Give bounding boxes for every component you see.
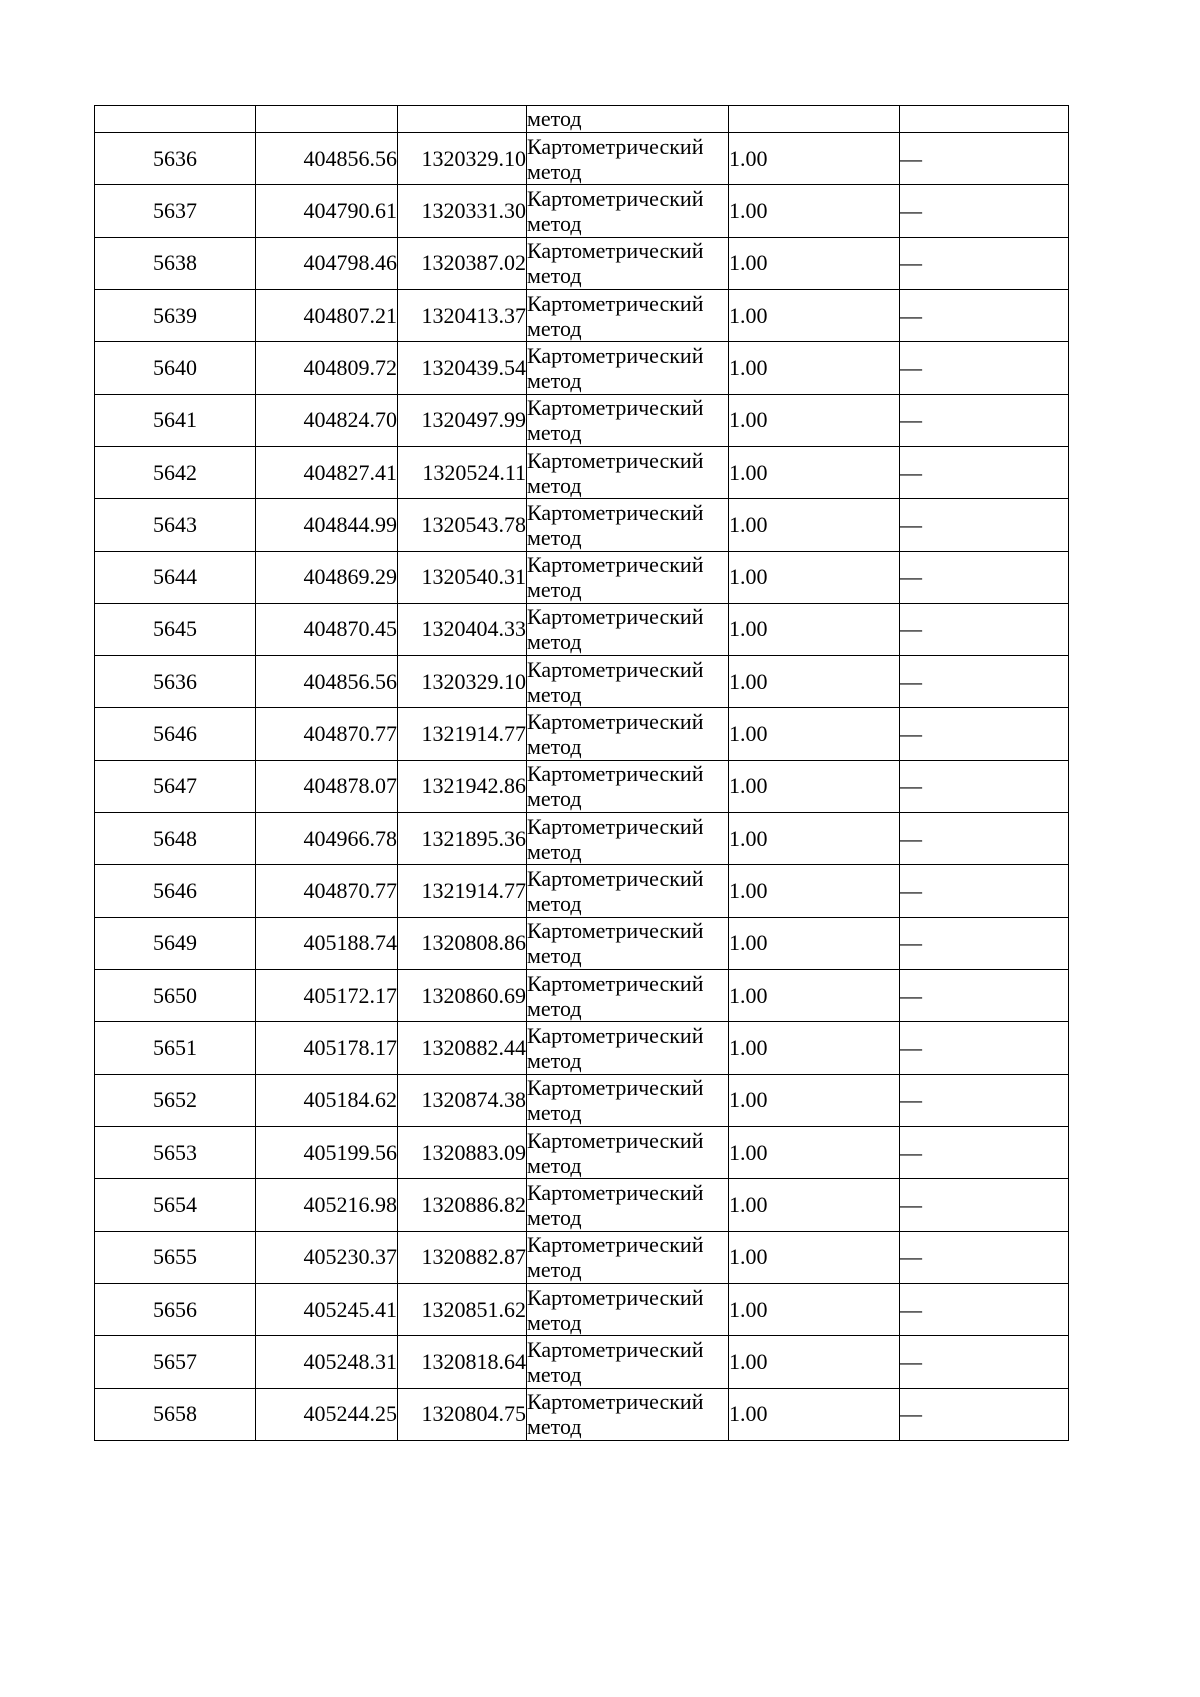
- method-line: метод: [527, 1047, 582, 1073]
- coordinate-1-cell: 404870.77: [256, 865, 398, 917]
- coordinate-2-cell: 1320860.69: [398, 970, 527, 1022]
- value-cell: 1.00: [729, 1388, 900, 1440]
- table-body: [95, 106, 1069, 1441]
- coordinate-2-cell: 1320329.10: [398, 656, 527, 708]
- method-line: метод: [527, 838, 582, 864]
- table-row: [95, 1388, 1069, 1440]
- dash-cell: [900, 106, 1069, 133]
- value-cell: 1.00: [729, 1231, 900, 1283]
- coordinate-2-cell: 1320883.09: [398, 1126, 527, 1178]
- point-number-cell: 5648: [95, 813, 256, 865]
- table-row: [95, 813, 1069, 865]
- coordinate-1-cell: 404966.78: [256, 813, 398, 865]
- method-cell: [527, 1074, 729, 1126]
- coordinate-1-cell: 405184.62: [256, 1074, 398, 1126]
- method-line: Картометрический: [527, 1022, 704, 1048]
- coordinate-1-cell: 405178.17: [256, 1022, 398, 1074]
- method-line: метод: [527, 786, 582, 812]
- method-line: метод: [527, 891, 582, 917]
- dash-cell: —: [900, 865, 1069, 917]
- point-number-cell: 5637: [95, 185, 256, 237]
- coordinate-2-cell: 1320543.78: [398, 499, 527, 551]
- table-row: [95, 289, 1069, 341]
- coordinate-2-cell: 1320413.37: [398, 289, 527, 341]
- point-number-cell: 5643: [95, 499, 256, 551]
- coordinate-1-cell: 405172.17: [256, 970, 398, 1022]
- coordinate-2-cell: 1320882.87: [398, 1231, 527, 1283]
- coordinate-1-cell: 405216.98: [256, 1179, 398, 1231]
- method-line: Картометрический: [527, 185, 704, 211]
- method-line: Картометрический: [527, 290, 704, 316]
- table-row: [95, 1022, 1069, 1074]
- dash-cell: —: [900, 1074, 1069, 1126]
- dash-cell: —: [900, 551, 1069, 603]
- method-line: Картометрический: [527, 499, 704, 525]
- table-row: [95, 1179, 1069, 1231]
- table-row: [95, 708, 1069, 760]
- method-cell: [527, 342, 729, 394]
- method-cell: [527, 1283, 729, 1335]
- value-cell: 1.00: [729, 1022, 900, 1074]
- value-cell: 1.00: [729, 499, 900, 551]
- value-cell: 1.00: [729, 185, 900, 237]
- coordinate-2-cell: 1320404.33: [398, 603, 527, 655]
- method-cell: [527, 1022, 729, 1074]
- method-line: Картометрический: [527, 604, 704, 630]
- value-cell: 1.00: [729, 133, 900, 185]
- dash-cell: —: [900, 289, 1069, 341]
- table-row: [95, 1126, 1069, 1178]
- value-cell: 1.00: [729, 446, 900, 498]
- value-cell: 1.00: [729, 917, 900, 969]
- method-cell: [527, 394, 729, 446]
- table-row: [95, 342, 1069, 394]
- value-cell: 1.00: [729, 394, 900, 446]
- coordinate-1-cell: 404844.99: [256, 499, 398, 551]
- point-number-cell: 5653: [95, 1126, 256, 1178]
- method-line: Картометрический: [527, 813, 704, 839]
- coordinate-1-cell: 404798.46: [256, 237, 398, 289]
- point-number-cell: 5640: [95, 342, 256, 394]
- method-line: метод: [527, 524, 582, 550]
- coordinate-2-cell: 1321942.86: [398, 760, 527, 812]
- method-cell: [527, 656, 729, 708]
- point-number-cell: 5656: [95, 1283, 256, 1335]
- table-row: [95, 1336, 1069, 1388]
- method-line: Картометрический: [527, 1232, 704, 1258]
- method-cell: [527, 1388, 729, 1440]
- coordinate-2-cell: 1321914.77: [398, 865, 527, 917]
- dash-cell: —: [900, 1336, 1069, 1388]
- table-row: [95, 656, 1069, 708]
- point-number-cell: 5644: [95, 551, 256, 603]
- method-cell: [527, 551, 729, 603]
- method-cell: [527, 603, 729, 655]
- coordinate-2-cell: 1320540.31: [398, 551, 527, 603]
- method-line: Картометрический: [527, 1127, 704, 1153]
- value-cell: 1.00: [729, 551, 900, 603]
- method-cell: [527, 499, 729, 551]
- dash-cell: —: [900, 342, 1069, 394]
- dash-cell: —: [900, 1022, 1069, 1074]
- method-line: метод: [527, 734, 582, 760]
- coordinate-2-cell: 1321895.36: [398, 813, 527, 865]
- coordinate-1-cell: 405230.37: [256, 1231, 398, 1283]
- point-number-cell: 5646: [95, 865, 256, 917]
- method-line: метод: [527, 472, 582, 498]
- method-line: Картометрический: [527, 342, 704, 368]
- method-line: Картометрический: [527, 656, 704, 682]
- table-row: [95, 1283, 1069, 1335]
- method-cell: [527, 1179, 729, 1231]
- value-cell: 1.00: [729, 289, 900, 341]
- point-number-cell: 5645: [95, 603, 256, 655]
- point-number-cell: 5639: [95, 289, 256, 341]
- coordinate-1-cell: 405244.25: [256, 1388, 398, 1440]
- table-row: [95, 446, 1069, 498]
- value-cell: 1.00: [729, 760, 900, 812]
- coordinate-2-cell: 1320329.10: [398, 133, 527, 185]
- coordinate-2-cell: 1320808.86: [398, 917, 527, 969]
- dash-cell: —: [900, 237, 1069, 289]
- coordinate-2-cell: [398, 106, 527, 133]
- method-cell: [527, 185, 729, 237]
- dash-cell: —: [900, 185, 1069, 237]
- method-line: метод: [527, 1100, 582, 1126]
- method-cell: [527, 106, 729, 133]
- table-row: [95, 551, 1069, 603]
- coordinate-1-cell: 405188.74: [256, 917, 398, 969]
- value-cell: 1.00: [729, 656, 900, 708]
- coordinate-1-cell: 404878.07: [256, 760, 398, 812]
- method-line: метод: [527, 1414, 582, 1440]
- coordinate-1-cell: 404790.61: [256, 185, 398, 237]
- coordinate-2-cell: 1320882.44: [398, 1022, 527, 1074]
- coordinate-2-cell: 1321914.77: [398, 708, 527, 760]
- value-cell: 1.00: [729, 813, 900, 865]
- method-cell: [527, 865, 729, 917]
- table-row: [95, 760, 1069, 812]
- coordinate-1-cell: 404870.45: [256, 603, 398, 655]
- dash-cell: —: [900, 1283, 1069, 1335]
- value-cell: 1.00: [729, 1283, 900, 1335]
- method-line: метод: [527, 1361, 582, 1387]
- dash-cell: —: [900, 708, 1069, 760]
- method-line: метод: [527, 1204, 582, 1230]
- dash-cell: —: [900, 813, 1069, 865]
- coordinate-1-cell: 405199.56: [256, 1126, 398, 1178]
- coordinate-2-cell: 1320886.82: [398, 1179, 527, 1231]
- dash-cell: —: [900, 1179, 1069, 1231]
- dash-cell: —: [900, 1388, 1069, 1440]
- coordinate-1-cell: 404856.56: [256, 133, 398, 185]
- method-line: метод: [527, 681, 582, 707]
- value-cell: 1.00: [729, 1336, 900, 1388]
- dash-cell: —: [900, 603, 1069, 655]
- table-row: [95, 1074, 1069, 1126]
- method-line: метод: [527, 1309, 582, 1335]
- dash-cell: —: [900, 970, 1069, 1022]
- value-cell: 1.00: [729, 865, 900, 917]
- method-line: метод: [527, 106, 582, 131]
- method-line: Картометрический: [527, 1179, 704, 1205]
- method-line: метод: [527, 995, 582, 1021]
- method-cell: [527, 970, 729, 1022]
- table-row: [95, 1231, 1069, 1283]
- coordinate-1-cell: 404870.77: [256, 708, 398, 760]
- point-number-cell: 5636: [95, 133, 256, 185]
- method-line: метод: [527, 1152, 582, 1178]
- coordinate-2-cell: 1320497.99: [398, 394, 527, 446]
- method-line: метод: [527, 263, 582, 289]
- dash-cell: —: [900, 446, 1069, 498]
- table-row: [95, 133, 1069, 185]
- point-number-cell: 5649: [95, 917, 256, 969]
- coordinate-2-cell: 1320439.54: [398, 342, 527, 394]
- value-cell: 1.00: [729, 970, 900, 1022]
- method-line: Картометрический: [527, 1075, 704, 1101]
- coordinate-2-cell: 1320851.62: [398, 1283, 527, 1335]
- point-number-cell: 5655: [95, 1231, 256, 1283]
- point-number-cell: 5636: [95, 656, 256, 708]
- table-row: [95, 394, 1069, 446]
- coordinate-1-cell: 405248.31: [256, 1336, 398, 1388]
- point-number-cell: 5651: [95, 1022, 256, 1074]
- point-number-cell: 5646: [95, 708, 256, 760]
- value-cell: 1.00: [729, 1179, 900, 1231]
- point-number-cell: 5650: [95, 970, 256, 1022]
- method-line: Картометрический: [527, 866, 704, 892]
- dash-cell: —: [900, 760, 1069, 812]
- point-number-cell: 5642: [95, 446, 256, 498]
- table-row: [95, 603, 1069, 655]
- table-row: [95, 185, 1069, 237]
- method-line: Картометрический: [527, 1336, 704, 1362]
- coordinate-1-cell: 404827.41: [256, 446, 398, 498]
- method-line: Картометрический: [527, 918, 704, 944]
- method-cell: [527, 708, 729, 760]
- method-line: Картометрический: [527, 709, 704, 735]
- method-cell: [527, 917, 729, 969]
- method-line: Картометрический: [527, 238, 704, 264]
- dash-cell: —: [900, 499, 1069, 551]
- table-row: [95, 237, 1069, 289]
- value-cell: 1.00: [729, 708, 900, 760]
- coordinate-1-cell: 404869.29: [256, 551, 398, 603]
- point-number-cell: [95, 106, 256, 133]
- method-line: метод: [527, 315, 582, 341]
- method-line: Картометрический: [527, 761, 704, 787]
- point-number-cell: 5657: [95, 1336, 256, 1388]
- continuation-row: [95, 106, 1069, 133]
- method-line: Картометрический: [527, 552, 704, 578]
- coordinate-2-cell: 1320874.38: [398, 1074, 527, 1126]
- method-cell: [527, 760, 729, 812]
- value-cell: 1.00: [729, 1126, 900, 1178]
- method-line: метод: [527, 577, 582, 603]
- method-line: метод: [527, 210, 582, 236]
- value-cell: 1.00: [729, 342, 900, 394]
- value-cell: 1.00: [729, 603, 900, 655]
- coordinate-2-cell: 1320331.30: [398, 185, 527, 237]
- method-line: метод: [527, 629, 582, 655]
- method-cell: [527, 813, 729, 865]
- point-number-cell: 5654: [95, 1179, 256, 1231]
- method-line: Картометрический: [527, 970, 704, 996]
- coordinate-1-cell: 405245.41: [256, 1283, 398, 1335]
- method-cell: [527, 237, 729, 289]
- coordinate-1-cell: 404807.21: [256, 289, 398, 341]
- coordinate-1-cell: 404824.70: [256, 394, 398, 446]
- coordinate-1-cell: [256, 106, 398, 133]
- method-line: метод: [527, 1257, 582, 1283]
- dash-cell: —: [900, 1231, 1069, 1283]
- dash-cell: —: [900, 133, 1069, 185]
- method-line: Картометрический: [527, 1389, 704, 1415]
- coordinate-1-cell: 404856.56: [256, 656, 398, 708]
- point-number-cell: 5638: [95, 237, 256, 289]
- table-row: [95, 917, 1069, 969]
- method-cell: [527, 446, 729, 498]
- method-cell: [527, 133, 729, 185]
- method-line: Картометрический: [527, 133, 704, 159]
- method-cell: [527, 1336, 729, 1388]
- dash-cell: —: [900, 394, 1069, 446]
- point-number-cell: 5658: [95, 1388, 256, 1440]
- coordinates-table: [94, 105, 1069, 1441]
- table-row: [95, 970, 1069, 1022]
- value-cell: [729, 106, 900, 133]
- coordinate-2-cell: 1320818.64: [398, 1336, 527, 1388]
- method-line: метод: [527, 943, 582, 969]
- dash-cell: —: [900, 656, 1069, 708]
- value-cell: 1.00: [729, 237, 900, 289]
- method-cell: [527, 1231, 729, 1283]
- point-number-cell: 5647: [95, 760, 256, 812]
- point-number-cell: 5652: [95, 1074, 256, 1126]
- dash-cell: —: [900, 1126, 1069, 1178]
- method-line: Картометрический: [527, 395, 704, 421]
- point-number-cell: 5641: [95, 394, 256, 446]
- coordinate-2-cell: 1320387.02: [398, 237, 527, 289]
- method-line: Картометрический: [527, 1284, 704, 1310]
- method-line: метод: [527, 420, 582, 446]
- dash-cell: —: [900, 917, 1069, 969]
- table-row: [95, 499, 1069, 551]
- method-line: Картометрический: [527, 447, 704, 473]
- table-row: [95, 865, 1069, 917]
- method-cell: [527, 1126, 729, 1178]
- value-cell: 1.00: [729, 1074, 900, 1126]
- coordinate-2-cell: 1320804.75: [398, 1388, 527, 1440]
- coordinate-1-cell: 404809.72: [256, 342, 398, 394]
- coordinate-2-cell: 1320524.11: [398, 446, 527, 498]
- method-line: метод: [527, 158, 582, 184]
- method-line: метод: [527, 367, 582, 393]
- method-cell: [527, 289, 729, 341]
